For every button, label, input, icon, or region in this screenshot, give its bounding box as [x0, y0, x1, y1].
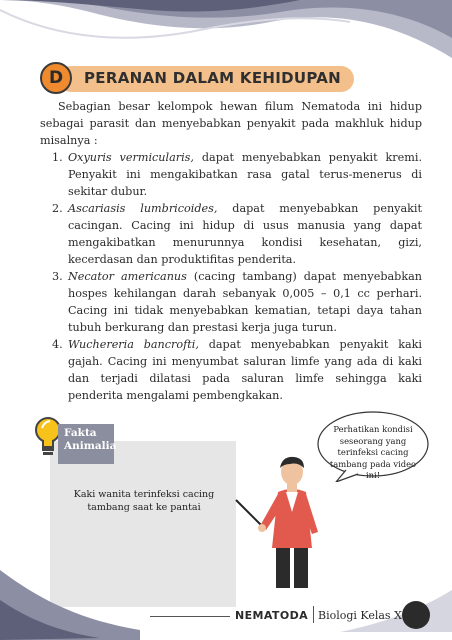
- list-item-text: dapat menyebabkan penyakit kaki gajah. Cacing ini menyumbat saluran limfe yang ada di kaki dan terjadi dilatasi pada saluran limfe sehingga kaki penderita mengalami pembengkakan.: [68, 338, 422, 402]
- section-title: PERANAN DALAM KEHIDUPAN: [84, 69, 342, 87]
- page-marker-circle: [402, 601, 430, 629]
- footer-chapter-title: NEMATODA: [235, 609, 309, 622]
- list-item-text: (cacing tambang) dapat menyebabkan hospes kehilangan darah sebanyak 0,005 – 0,1 cc perhari. Cacing ini tidak menyebabkan kematian, tetapi daya tahan tubuh berkurang dan prestasi kerja juga turun.: [68, 270, 422, 334]
- fakta-label-line1: Fakta: [64, 427, 97, 439]
- list-item: [40, 149, 422, 200]
- section-letter-badge: D: [40, 62, 72, 94]
- intro-paragraph: Sebagian besar kelompok hewan filum Nematoda ini hidup sebagai parasit dan menyebabkan penyakit pada makhluk hidup misalnya :: [40, 100, 422, 147]
- list-item: [40, 200, 422, 268]
- section-header: [40, 62, 340, 94]
- fakta-animalia-label: [58, 424, 117, 464]
- list-item-text: dapat menyebabkan penyakit cacingan. Cacing ini hidup di usus manusia yang dapat mengakibatkan menurunnya kondisi kesehatan, gizi, kecerdasan dan produktifitas penderita.: [68, 202, 423, 266]
- list-number: 1.: [52, 151, 63, 164]
- list-number: 3.: [52, 270, 63, 283]
- bottom-wave-decoration: [0, 560, 452, 640]
- disease-list: [40, 149, 422, 404]
- speech-bubble-text: Perhatikan kondisi seseorang yang terinfeksi cacing tambang pada video ini!: [329, 424, 417, 480]
- top-wave-decoration: [0, 0, 452, 70]
- footer-divider: [313, 606, 314, 623]
- fakta-label-line2: Animalia: [64, 440, 117, 452]
- species-name: Wuchereria bancrofti,: [68, 338, 199, 351]
- list-number: 2.: [52, 202, 63, 215]
- list-item-text: dapat menyebabkan penyakit kremi. Penyakit ini mengakibatkan rasa gatal terus-menerus di sekitar dubur.: [68, 151, 422, 198]
- list-item: [40, 336, 422, 404]
- fakta-caption: Kaki wanita terinfeksi cacing tambang saat ke pantai: [73, 489, 215, 513]
- species-name: Oxyuris vermicularis,: [68, 151, 194, 164]
- species-name: Ascariasis lumbricoides,: [68, 202, 218, 215]
- footer-rule: [150, 616, 230, 617]
- list-item: [40, 268, 422, 336]
- footer-subject: Biologi Kelas X: [318, 609, 402, 622]
- main-content: [40, 98, 422, 404]
- species-name: Necator americanus: [68, 270, 187, 283]
- list-number: 4.: [52, 338, 63, 351]
